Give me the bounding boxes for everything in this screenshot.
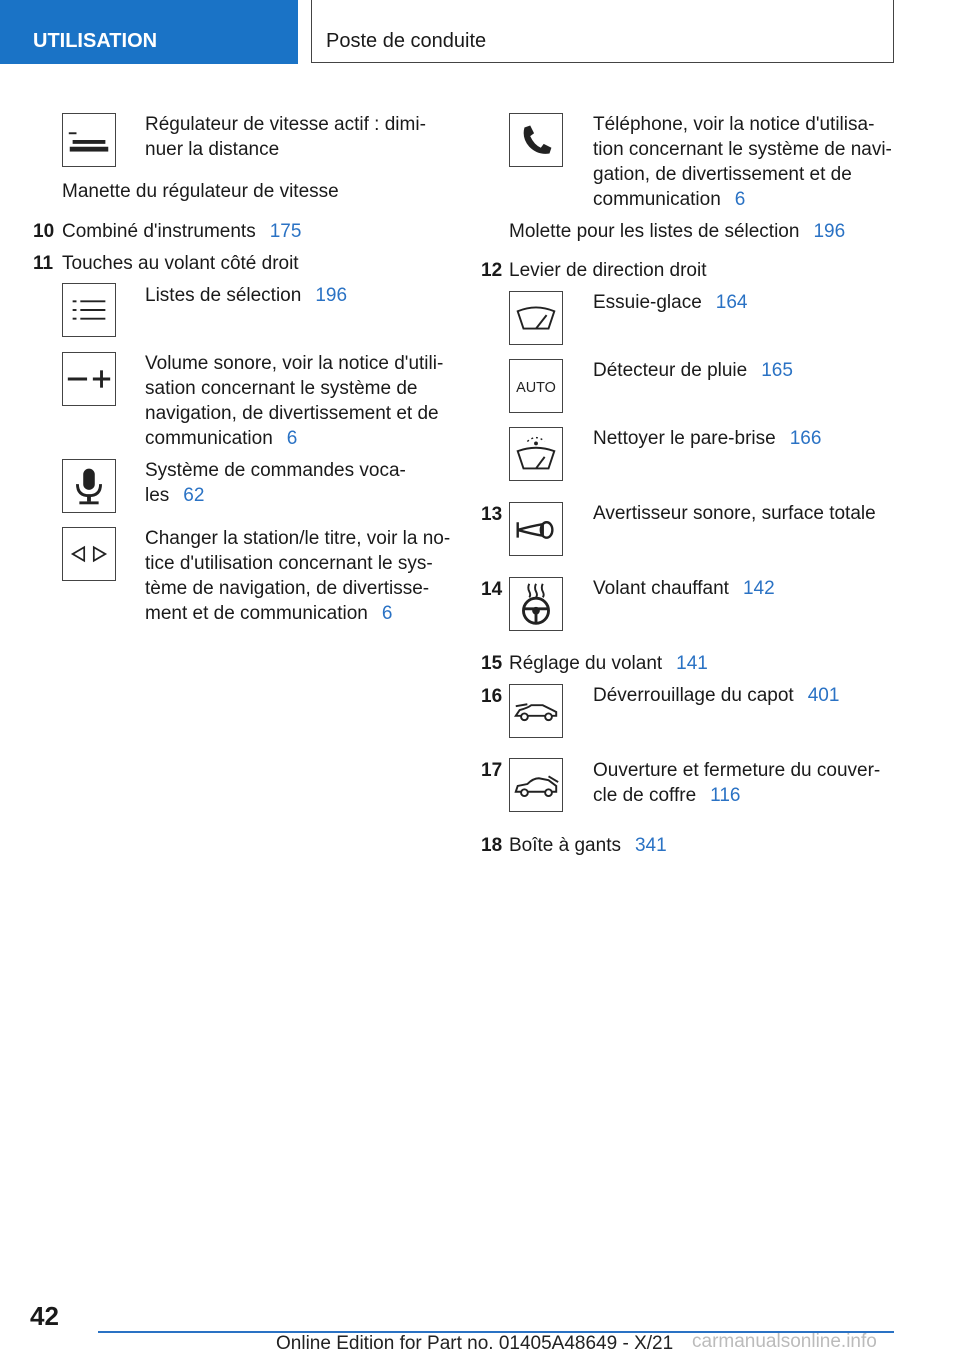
page-ref-link[interactable]: 401 (807, 685, 840, 706)
washer-icon (509, 427, 563, 481)
page-ref-link[interactable]: 142 (742, 578, 775, 599)
instrument-cluster-item (62, 219, 301, 244)
volume-line-2: sation concernant le système de (145, 378, 418, 399)
volume-line-4 (145, 426, 297, 451)
voice-line-2 (145, 483, 204, 508)
page-ref-link[interactable]: 164 (715, 292, 748, 313)
volume-icon (62, 352, 116, 406)
hood-release-icon (509, 684, 563, 738)
item-label: les (145, 485, 170, 506)
phone-line-1: Téléphone, voir la notice d'utilisa- (593, 114, 875, 135)
page-ref-link[interactable]: 165 (761, 360, 793, 381)
wiper-icon (509, 291, 563, 345)
hood-release-item (593, 683, 839, 708)
heated-wheel-item (593, 576, 775, 601)
item-label: Volant chauffant (593, 578, 729, 599)
heated-wheel-icon (509, 577, 563, 631)
item-number: 18 (481, 835, 503, 856)
section-tab (0, 0, 298, 64)
item-number: 17 (481, 760, 503, 781)
edition-text: Online Edition for Part no. 01405A48649 - X/21 (276, 1333, 674, 1354)
page-ref-link[interactable]: 196 (315, 285, 348, 306)
station-line-1: Changer la station/le titre, voir la no- (145, 528, 451, 549)
item-label: Molette pour les listes de sélection (509, 221, 800, 242)
trunk-line-1: Ouverture et fermeture du couver- (593, 760, 881, 781)
page-ref-link[interactable]: 341 (634, 835, 667, 856)
page-ref-link[interactable]: 116 (710, 785, 741, 806)
phone-line-4 (593, 187, 745, 212)
phone-icon (509, 113, 563, 167)
washer-item (593, 426, 821, 451)
item-label: communication (145, 428, 273, 449)
item-label: Déverrouillage du capot (593, 685, 794, 706)
item-label: Listes de sélection (145, 285, 302, 306)
svg-text:AUTO: AUTO (516, 379, 556, 396)
volume-line-1: Volume sonore, voir la notice d'utili- (145, 353, 444, 374)
wiper-item (593, 290, 747, 315)
chapter-title: Poste de conduite (326, 30, 487, 52)
page-ref-link[interactable]: 141 (676, 653, 708, 674)
cruise-lever-label: Manette du régulateur de vitesse (62, 181, 339, 202)
item-label: Boîte à gants (509, 835, 621, 856)
glovebox-item (509, 833, 667, 858)
station-line-4 (145, 601, 392, 626)
section-title: UTILISATION (33, 30, 158, 52)
item-number: 12 (481, 260, 503, 281)
watermark: carmanualsonline.info (692, 1331, 877, 1352)
page-ref-link[interactable]: 6 (286, 428, 298, 449)
item-number: 11 (33, 253, 54, 274)
horn-label: Avertisseur sonore, surface totale (593, 503, 876, 524)
item-label: ment et de communication (145, 603, 368, 624)
page-ref-link[interactable]: 196 (813, 221, 846, 242)
item-number: 10 (33, 221, 55, 242)
wheel-adjust-item (509, 651, 708, 676)
item-label: Détecteur de pluie (593, 360, 748, 381)
chapter-box (311, 0, 894, 63)
trunk-icon (509, 758, 563, 812)
horn-icon (509, 502, 563, 556)
station-line-2: tice d'utilisation concernant le sys- (145, 553, 433, 574)
item-number: 13 (481, 504, 503, 525)
item-label: Nettoyer le pare-brise (593, 428, 776, 449)
track-change-icon (62, 527, 116, 581)
item-label: communication (593, 189, 721, 210)
rain-sensor-item (593, 358, 793, 383)
cruise-distance-label: Régulateur de vitesse actif : dimi- (145, 114, 426, 135)
steering-buttons-label: Touches au volant côté droit (62, 253, 299, 274)
item-label: Réglage du volant (509, 653, 663, 674)
item-label: Essuie-glace (593, 292, 702, 313)
page-ref-link[interactable]: 166 (789, 428, 822, 449)
item-number: 14 (481, 579, 503, 600)
cruise-distance-icon (62, 113, 116, 167)
page-ref-link[interactable]: 175 (269, 221, 302, 242)
selection-lists-item (145, 283, 347, 308)
cruise-distance-label-2: nuer la distance (145, 139, 280, 160)
station-line-3: tème de navigation, de divertisse- (145, 578, 430, 599)
page-ref-link[interactable]: 62 (183, 485, 205, 506)
page-ref-link[interactable]: 6 (381, 603, 393, 624)
scroll-wheel-item (509, 219, 845, 244)
trunk-line-2 (593, 783, 740, 808)
item-number: 16 (481, 686, 503, 707)
volume-line-3: navigation, de divertissement et de (145, 403, 439, 424)
stalk-label: Levier de direction droit (509, 260, 707, 281)
voice-line-1: Système de commandes voca- (145, 460, 406, 481)
page-ref-link[interactable]: 6 (734, 189, 746, 210)
phone-line-3: gation, de divertissement et de (593, 164, 852, 185)
rain-sensor-icon (509, 359, 563, 413)
list-icon (62, 283, 116, 337)
item-label: cle de coffre (593, 785, 697, 806)
item-number: 15 (481, 653, 503, 674)
item-label: Combiné d'instruments (62, 221, 256, 242)
phone-line-2: tion concernant le système de navi- (593, 139, 892, 160)
page-number: 42 (30, 1301, 59, 1331)
microphone-icon (62, 459, 116, 513)
